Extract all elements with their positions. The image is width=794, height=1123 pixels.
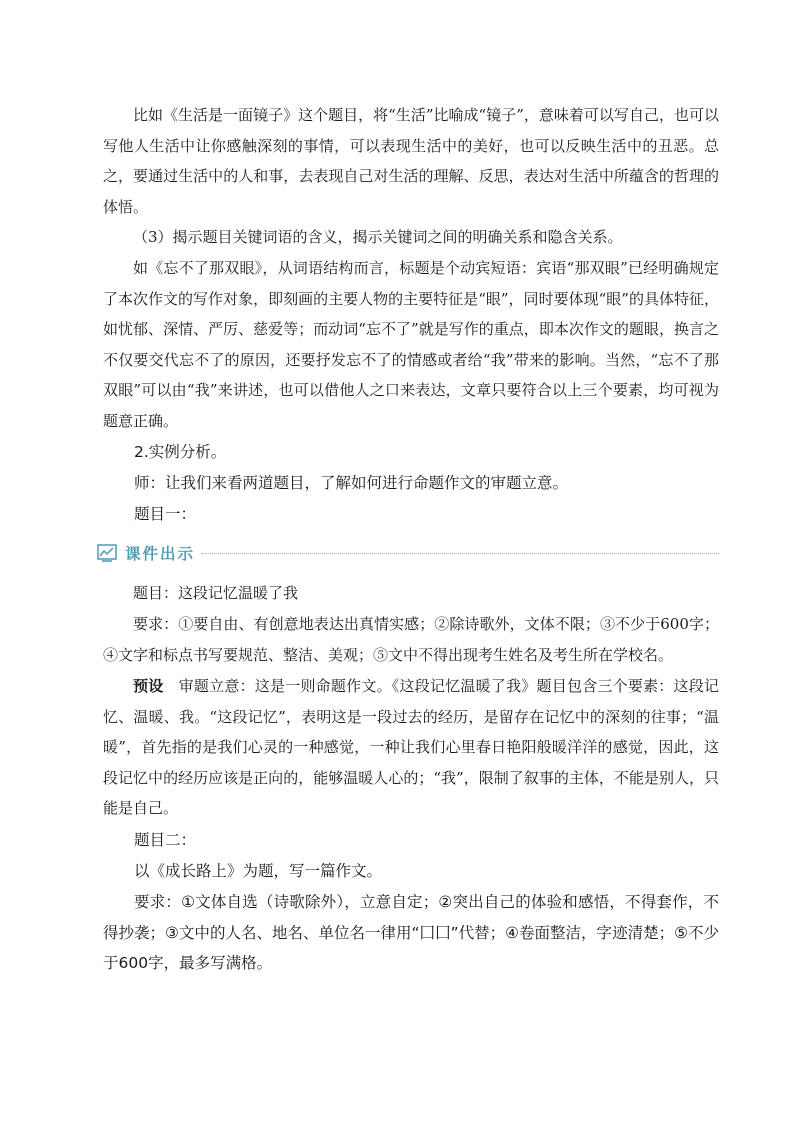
dotted-divider [201, 553, 719, 554]
paragraph-topic-two-requirements: 要求：①文体自选（诗歌除外），立意自定；②突出自己的体验和感悟，不得套作，不得抄袭；③文中的人名、地名、单位名一律用“囗囗”代替；④卷面整洁，字迹清楚；⑤不少于600字，最多写满格。 [103, 893, 719, 972]
preset-label: 预设 [133, 677, 164, 695]
paragraph-teacher-intro: 师：让我们来看两道题目，了解如何进行命题作文的审题立意。 [134, 474, 569, 492]
paragraph-topic-one-label: 题目一： [134, 505, 197, 523]
paragraph-topic-one-title: 题目：这段记忆温暖了我 [133, 584, 299, 602]
paragraph-preset-analysis [103, 671, 719, 824]
preset-text: 审题立意：这是一则命题作文。《这段记忆温暖了我》题目包含三个要素：这段记忆、温暖、我。“这段记忆”，表明这是一段过去的经历，是留存在记忆中的深刻的往事；“温暖”，首先指的是我们心灵的一种感觉，一种让我们心里春日艳阳般暖洋洋的感觉，因此，这段记忆中的经历应该是正向的，能够温暖人心的；“我”，限制了叙事的主体，不能是别人，只能是自己。 [103, 677, 719, 817]
paragraph-eyes-example: 如《忘不了那双眼》，从词语结构而言，标题是个动宾短语：宾语“那双眼”已经明确规定了本次作文的写作对象，即刻画的主要人物的主要特征是“眼”，同时要体现“眼”的具体特征，如忧郁、深情、严厉、慈爱等；而动词“忘不了”就是写作的重点，即本次作文的题眼，换言之不仅要交代忘不了的原因，还要抒发忘不了的情感或者给“我”带来的影响。当然，“忘不了那双眼”可以由“我”来讲述，也可以借他人之口来表达，文章只要符合以上三个要素，均可视为题意正确。 [103, 259, 719, 430]
courseware-banner [97, 541, 719, 565]
paragraph-topic-two-title: 以《成长路上》为题，写一篇作文。 [134, 862, 383, 880]
courseware-label: 课件出示 [125, 545, 196, 563]
paragraph-section-heading: 2.实例分析。 [134, 443, 227, 461]
paragraph-topic-one-requirements: 要求：①要自由、有创意地表达出真情实感；②除诗歌外，文体不限；③不少于600字；④文字和标点书写要规范、整洁、美观；⑤文中不得出现考生姓名及考生所在学校名。 [103, 615, 719, 664]
paragraph-metaphor-example: 比如《生活是一面镜子》这个题目，将“生活”比喻成“镜子”，意味着可以写自己，也可以写他人生活中让你感触深刻的事情，可以表现生活中的美好，也可以反映生活中的丑恶。总之，要通过生活中的人和事，去表现自己对生活的理解、反思，表达对生活中所蕴含的哲理的体悟。 [103, 106, 719, 216]
chart-icon [97, 544, 117, 562]
paragraph-keyword-point: （3）揭示题目关键词语的含义，揭示关键词之间的明确关系和隐含关系。 [133, 228, 623, 246]
paragraph-topic-two-label: 题目二： [134, 831, 197, 849]
